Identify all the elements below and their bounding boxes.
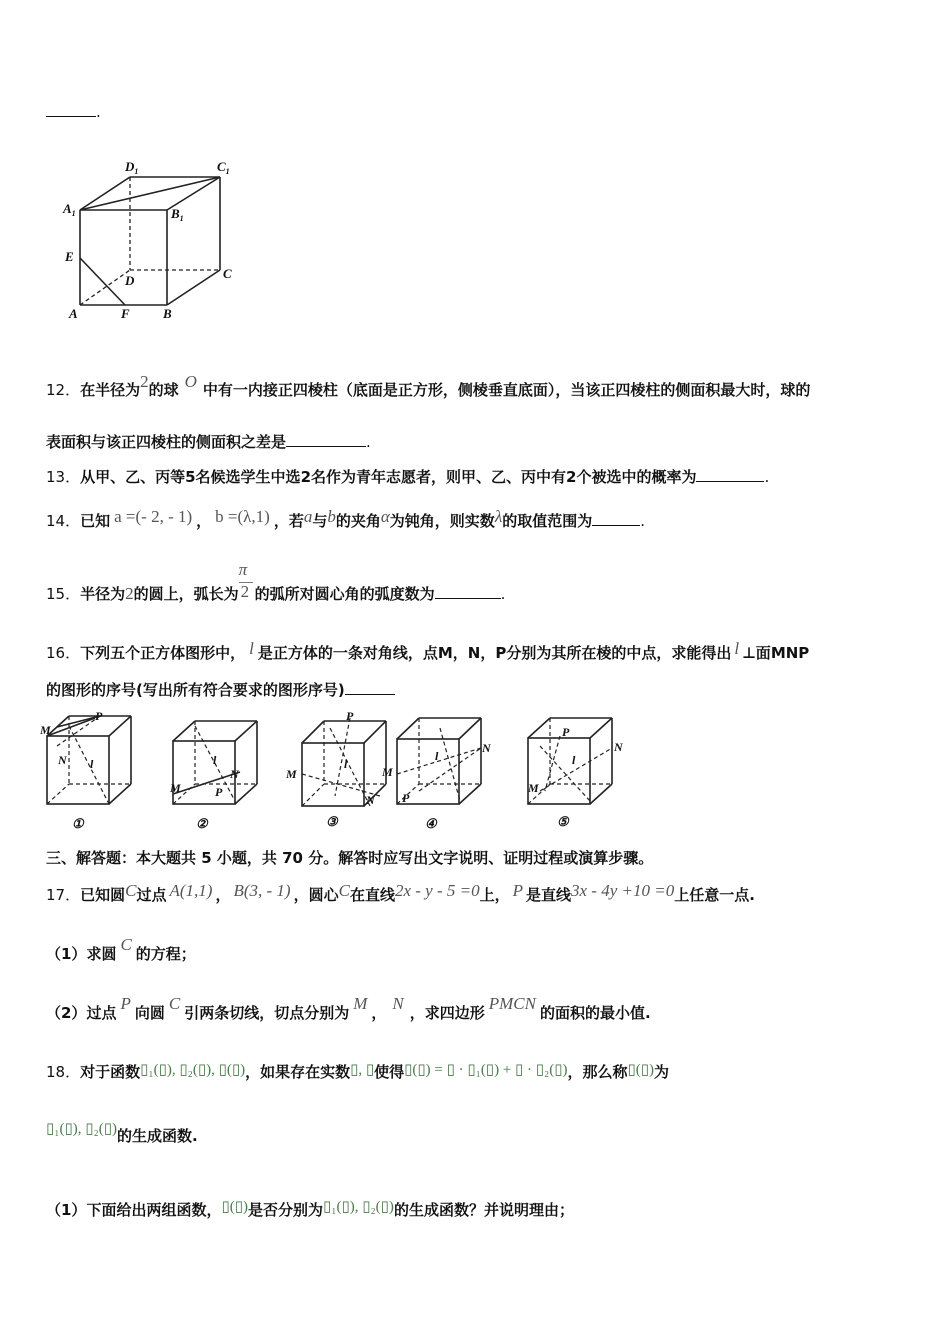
svg-text:P: P (562, 725, 570, 739)
svg-text:P: P (402, 791, 410, 805)
answer-blank (592, 511, 640, 526)
edge-ad-hidden (80, 270, 130, 305)
label-f: F (121, 306, 130, 321)
svg-text:M: M (40, 723, 51, 737)
answer-blank (286, 432, 366, 447)
section-heading: 三、解答题：本大题共 5 小题，共 70 分。解答时应写出文字说明、证明过程或演算步骤。 (46, 849, 654, 867)
svg-text:N: N (58, 753, 67, 767)
segment-ef (80, 258, 125, 305)
question-18-line2: ▯₁(▯), ▯₂(▯)的生成函数. (46, 1121, 198, 1145)
question-14: 14．已知 a =(- 2, - 1) ， b =(λ,1) ，若a与b的夹角α为钝角，则实数λ的取值范围为 . (46, 507, 645, 530)
label-b: B (163, 306, 172, 321)
svg-text:l: l (344, 757, 348, 771)
svg-text:M: M (382, 765, 393, 779)
label-b1: B (171, 206, 180, 221)
svg-text:l: l (213, 753, 217, 767)
svg-text:l: l (572, 753, 576, 767)
edge-bc (167, 270, 220, 305)
question-12: 12．在半径为2的球 O 中有一内接正四棱柱（底面是正方形，侧棱垂直底面），当该正四棱柱的侧面积最大时，球的 (46, 372, 811, 399)
label-d: D (125, 273, 135, 288)
svg-text:N: N (614, 740, 623, 754)
question-13: 13．从甲、乙、丙等5名候选学生中选2名作为青年志愿者，则甲、乙、丙中有2个被选中的概率为 . (46, 468, 770, 486)
svg-text:l: l (90, 757, 94, 771)
question-18: 18．对于函数▯₁(▯), ▯₂(▯), ▯(▯)，如果存在实数▯, ▯使得▯(▯) = ▯ · ▯₁(▯) + ▯ · ▯₂(▯)，那么称▯(▯)为 (46, 1062, 670, 1081)
fig-label-1: ① (72, 816, 84, 831)
svg-text:P: P (346, 709, 354, 723)
svg-text:P: P (95, 709, 103, 723)
svg-text:A1: $A_1$ (63, 201, 76, 218)
answer-blank (435, 584, 501, 599)
svg-text:M: M (286, 767, 297, 781)
label-c1: C (217, 159, 226, 174)
fig-label-4: ④ (425, 816, 437, 831)
answer-blank (696, 467, 764, 482)
svg-text:M: M (170, 781, 181, 795)
question-12-line2: 表面积与该正四棱柱的侧面积之差是 . (46, 433, 371, 451)
svg-text:P: P (215, 785, 223, 799)
label-e: E (65, 249, 74, 264)
diagonal-a1c1 (80, 177, 220, 210)
fraction-pi-over-2: $\frac{\pi}{2}$ (239, 584, 255, 604)
svg-text:l: l (435, 749, 439, 763)
label-a1: A (63, 201, 72, 216)
question-18-part1: （1）下面给出两组函数，▯(▯)是否分别为▯₁(▯), ▯₂(▯)的生成函数？并说明理由； (46, 1199, 574, 1219)
question-15: 15．半径为2的圆上，弧长为 $\frac{\pi}{2}$ 的弧所对圆心角的弧度数为 . (46, 560, 506, 603)
svg-text:C1: $C_1$ (217, 159, 230, 176)
question-16-line2: 的图形的序号(写出所有符合要求的图形序号) (46, 680, 395, 700)
question-17-part1: （1）求圆 C 的方程； (46, 935, 196, 963)
svg-text:N: N (230, 767, 239, 781)
svg-text:N: N (366, 793, 375, 807)
question-17-part2: （2）过点 P 向圆 C 引两条切线，切点分别为 M ， N ，求四边形 PMCN 的面积的最小值. (46, 994, 651, 1022)
question-16: 16．下列五个正方体图形中， l 是正方体的一条对角线，点M，N，P分别为其所在棱的中点，求能得出 l ⊥面MNP (46, 639, 810, 662)
svg-text:B1: $B_1$ (171, 206, 184, 223)
fig-label-5: ⑤ (557, 814, 569, 829)
question-17: 17．已知圆C过点 A(1,1) ， B(3, - 1) ，圆心C在直线2x - y - 5 =0上， P 是直线3x - 4y +10 =0上任意一点. (46, 881, 755, 904)
q11-answer-line: . (46, 102, 101, 122)
svg-text:N: N (482, 741, 491, 755)
svg-text:D1: $D_1$ (125, 159, 139, 176)
fig-label-3: ③ (326, 814, 338, 829)
svg-text:M: M (528, 781, 539, 795)
label-d1: D (125, 159, 135, 174)
label-a: A (69, 306, 78, 321)
fig-label-2: ② (196, 816, 208, 831)
answer-blank (46, 102, 96, 117)
five-cubes-figure (40, 706, 640, 834)
label-c: C (223, 266, 232, 281)
edge-a1d1 (80, 177, 130, 210)
cube-figure (55, 155, 245, 325)
answer-blank (345, 680, 395, 695)
